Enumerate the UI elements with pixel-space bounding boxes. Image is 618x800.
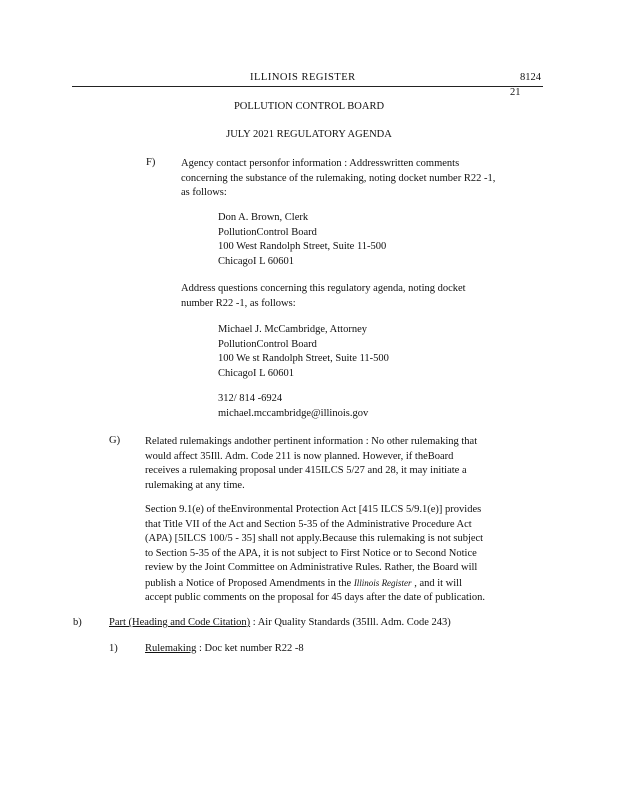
attorney-address-block: [218, 323, 389, 381]
text-line: (APA) [5ILCS 100/5 - 35] shall not apply.Because this rulemaking is not subject: [145, 533, 484, 544]
item-f-contact-text: [181, 157, 495, 201]
text-line: concerning the substance of the rulemaking, noting docket number R22 -1,: [181, 172, 496, 184]
item-b-marker: b): [73, 617, 82, 628]
text-line: to Section 5-35 of the APA, it is not subject to First Notice or to Second Notice: [145, 547, 477, 559]
item-1-marker: 1): [109, 643, 118, 654]
text-line: rulemaking at any time.: [145, 479, 245, 491]
text-line: Related rulemakings andother pertinent information : No other rulemaking that: [145, 436, 478, 447]
attorney-city: ChicagoI L 60601: [218, 367, 295, 379]
register-line-end: , and it will: [414, 577, 463, 589]
attorney-org: PollutionControl Board: [218, 338, 317, 350]
agenda-title: JULY 2021 REGULATORY AGENDA: [226, 129, 392, 140]
item-1-rulemaking: [145, 643, 304, 654]
questions-text: [181, 282, 466, 311]
text-line: review by the Joint Committee on Administrative Rules. Rather, the Board will: [145, 562, 478, 573]
text-line: Section 9.1(e) of theEnvironmental Protection Act [415 ILCS 5/9.1(e)] provides: [145, 504, 482, 515]
clerk-name: Don A. Brown, Clerk: [218, 212, 309, 223]
illinois-register-italic: Illinois Register: [353, 577, 412, 588]
text-line: that Title VII of the Act and Section 5-35 of the Administrative Procedure Act: [145, 518, 472, 530]
part-heading-label: Part (Heading and Code Citation): [109, 617, 251, 628]
item-g-related-text: [145, 435, 477, 493]
agency-title: POLLUTION CONTROL BOARD: [233, 101, 385, 112]
register-line-start: publish a Notice of Proposed Amendments in the: [145, 577, 352, 589]
attorney-name: Michael J. McCambridge, Attorney: [218, 324, 368, 335]
item-g-marker: G): [109, 435, 121, 446]
text-line: receives a rulemaking proposal under 415ILCS 5/27 and 28, it may initiate a: [145, 465, 467, 476]
attorney-phone: 312/ 814 -6924: [218, 393, 283, 404]
clerk-org: PollutionControl Board: [218, 226, 317, 238]
text-line: number R22 -1, as follows:: [181, 297, 296, 309]
item-b-heading: [109, 617, 451, 628]
text-line: as follows:: [181, 187, 227, 198]
text-line: Address questions concerning this regulatory agenda, noting docket: [181, 283, 466, 294]
text-line: [145, 576, 485, 592]
attorney-contact-block: [218, 392, 368, 421]
clerk-address-block: [218, 211, 386, 269]
clerk-street: 100 West Randolph Street, Suite 11-500: [218, 241, 387, 252]
text-line: accept public comments on the proposal for 45 days after the date of publication.: [145, 592, 485, 603]
page-number: 8124: [520, 72, 541, 83]
rulemaking-docket: : Doc ket number R22 -8: [196, 643, 304, 654]
rulemaking-label: Rulemaking: [145, 643, 197, 654]
part-heading-text: : Air Quality Standards (35Ill. Adm. Code 243): [250, 617, 451, 628]
item-f-marker: F): [146, 157, 156, 168]
text-line: Agency contact personfor information : Addresswritten comments: [181, 158, 460, 169]
publication-title: ILLINOIS REGISTER: [250, 72, 356, 83]
text-line: would affect 35Ill. Adm. Code 211 is now planned. However, if theBoard: [145, 450, 454, 462]
attorney-street: 100 We st Randolph Street, Suite 11-500: [218, 353, 389, 364]
header-rule: [72, 86, 543, 87]
item-g-section-text: [145, 503, 485, 606]
clerk-city: ChicagoI L 60601: [218, 255, 295, 267]
volume-number: 21: [510, 87, 521, 98]
attorney-email[interactable]: michael.mccambridge@illinois.gov: [218, 407, 369, 419]
